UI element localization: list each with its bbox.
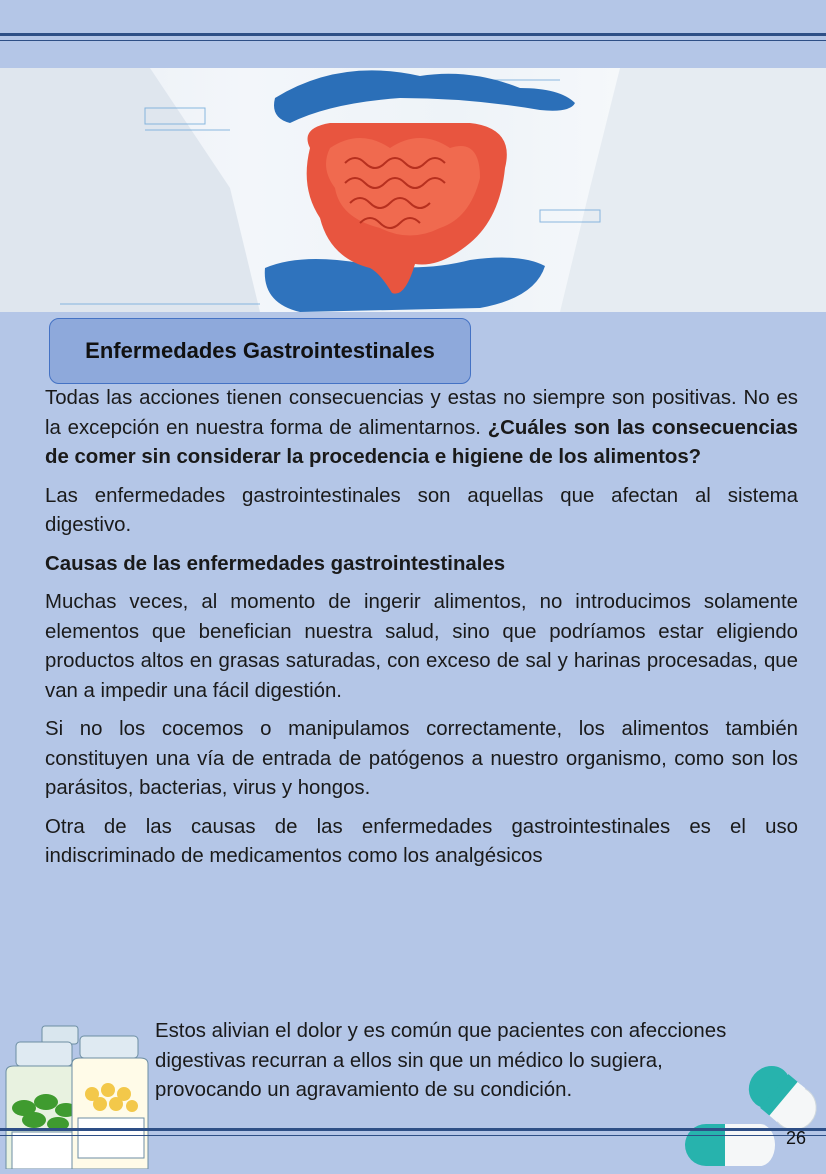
definition-paragraph: Las enfermedades gastrointestinales son aquellas que afectan al sistema digestivo.: [45, 484, 798, 536]
causes-heading: Causas de las enfermedades gastrointestinales: [45, 552, 506, 575]
section-title: Enfermedades Gastrointestinales: [85, 338, 435, 363]
bottom-rule-thin: [0, 1135, 826, 1136]
intro-text: Todas las acciones tienen consecuencias y estas no siempre son positivas. No es la excepción en nuestra forma de alimentarnos.: [45, 387, 798, 439]
tail-line-1: Estos alivian el dolor y es común que pacientes con afecciones: [155, 1020, 727, 1042]
capsules-icon: [675, 1040, 826, 1174]
section-title-box: [49, 318, 471, 384]
medicine-bottles-icon: [0, 1010, 160, 1174]
top-rule-thin: [0, 40, 826, 41]
intro-paragraph: [45, 384, 798, 473]
page-number: 26: [785, 1128, 806, 1148]
intro-question: ¿Cuáles son las consecuencias de comer sin considerar la procedencia e higiene de los alimentos?: [45, 416, 798, 468]
tail-line-2: digestivas recurran a ellos sin que un médico lo sugiera,: [155, 1049, 663, 1072]
paragraph-2: Si no los cocemos o manipulamos correctamente, los alimentos también constituyen una vía de entrada de patógenos a nuestro organismo, como son los parásitos, bacterias, virus y hongos.: [45, 718, 798, 799]
paragraph-1: Muchas veces, al momento de ingerir alimentos, no introducimos solamente elementos que benefician nuestra salud, sino que podríamos estar eligiendo productos altos en grasas saturadas, con exceso de sal y harinas procesadas, que van a impedir una fácil digestión.: [45, 591, 798, 702]
top-rule-thick: [0, 33, 826, 36]
body-text: [45, 384, 798, 881]
paragraph-3: Otra de las causas de las enfermedades gastrointestinales es el uso indiscriminado de medicamentos como los analgésicos: [45, 815, 798, 867]
digestive-system-illustration-icon: [0, 68, 826, 312]
tail-line-3: provocando un agravamiento de su condición.: [155, 1079, 573, 1101]
hero-image: [0, 68, 826, 312]
bottom-rule-thick: [0, 1128, 826, 1131]
